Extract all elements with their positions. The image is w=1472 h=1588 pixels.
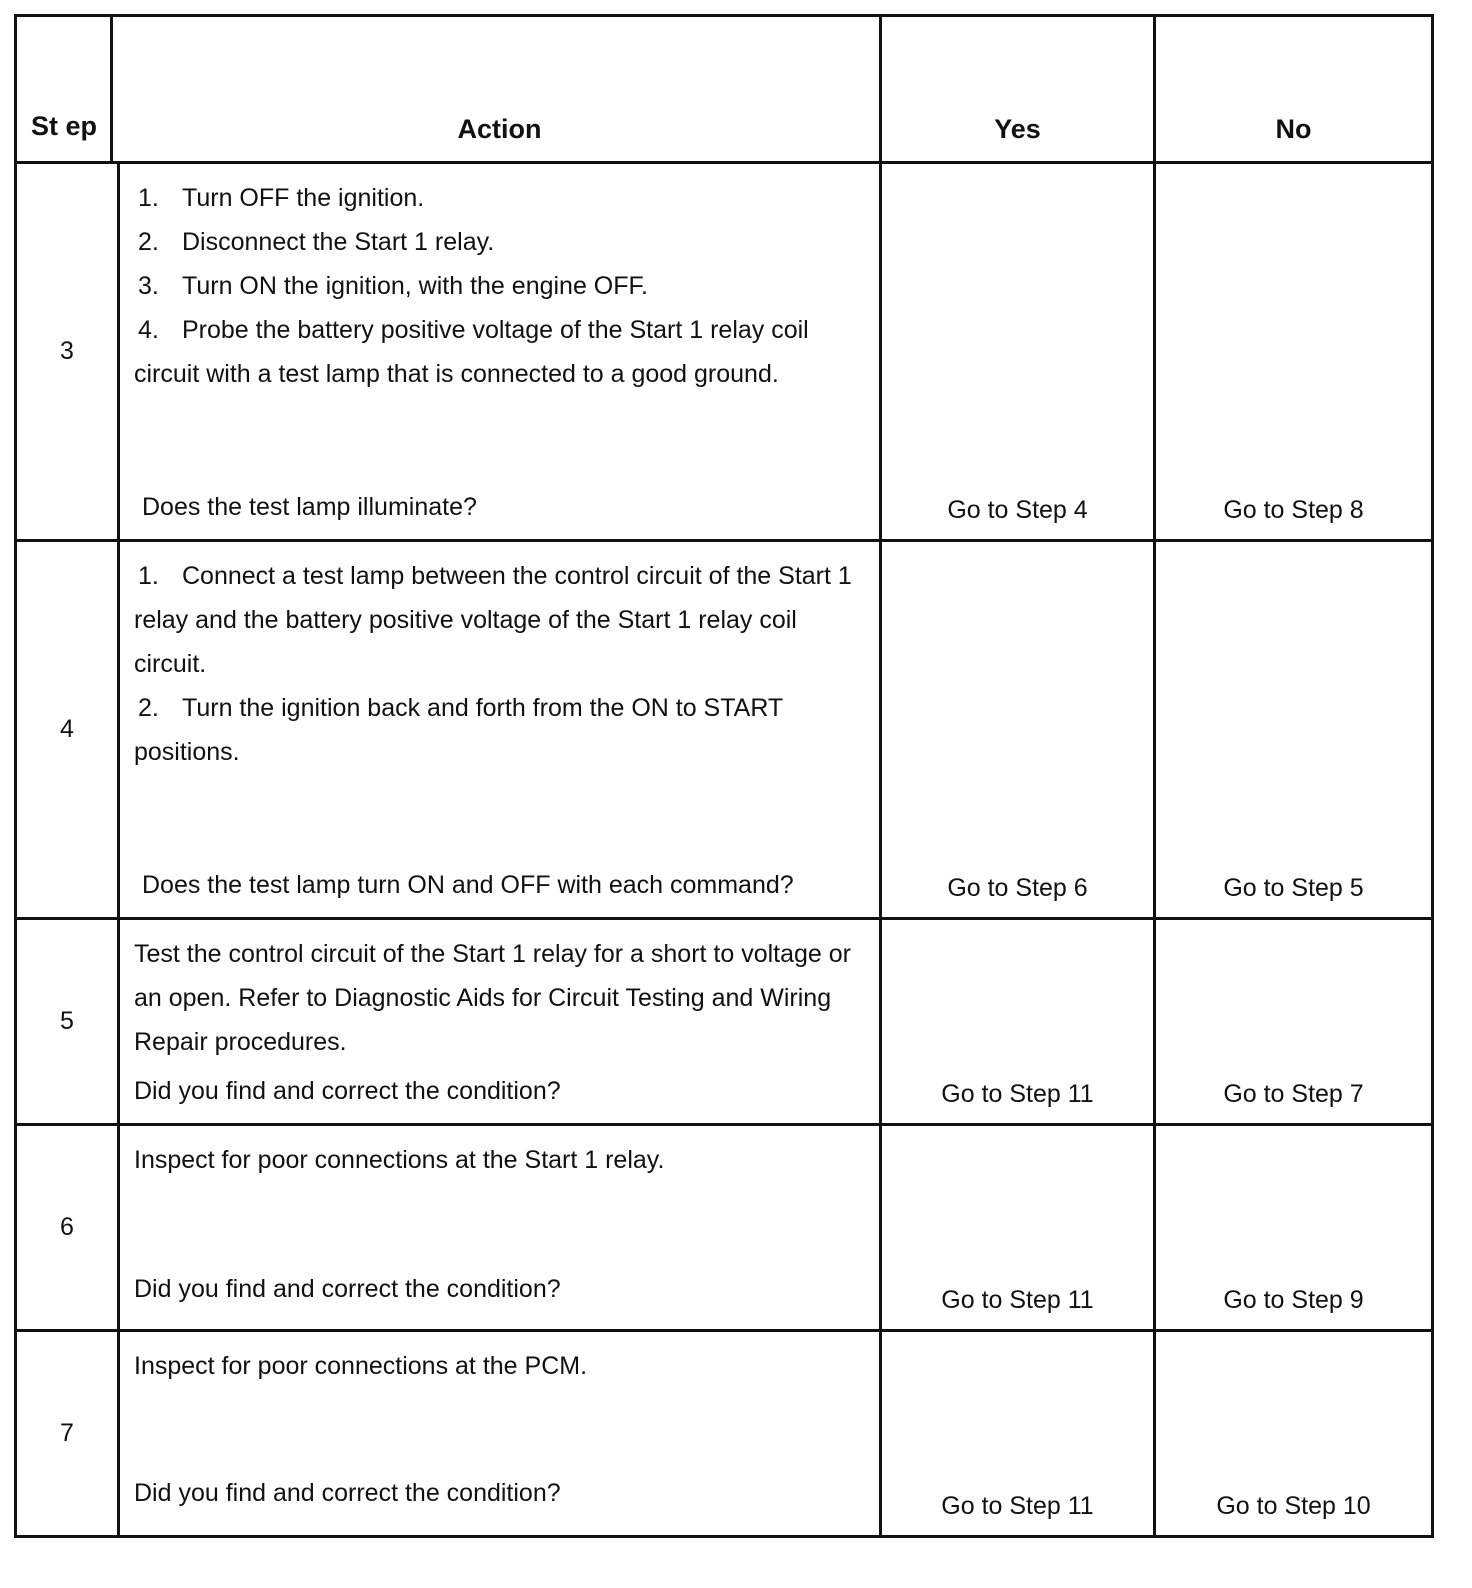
- action-item: 3. Turn ON the ignition, with the engine OFF.: [138, 272, 648, 300]
- header-no: No: [1275, 114, 1312, 144]
- table-header-row: [17, 17, 1431, 164]
- action-item: 1. Turn OFF the ignition.: [138, 184, 425, 212]
- no-result: Go to Step 9: [1223, 1286, 1364, 1314]
- header-yes: Yes: [882, 17, 1156, 161]
- yes-result: Go to Step 11: [882, 920, 1156, 1123]
- yes-result: Go to Step 11: [882, 1126, 1156, 1329]
- action-question: Does the test lamp illuminate?: [142, 493, 477, 521]
- table-row: [17, 542, 1431, 920]
- action-item: 2. Disconnect the Start 1 relay.: [138, 228, 495, 256]
- action-text: Inspect for poor connections at the PCM.: [134, 1352, 588, 1380]
- no-result: Go to Step 5: [1223, 874, 1364, 902]
- no-result: Go to Step 7: [1223, 1080, 1364, 1108]
- action-question: Does the test lamp turn ON and OFF with each command?: [142, 871, 794, 899]
- yes-result: Go to Step 6: [882, 542, 1156, 917]
- action-item: 1. Connect a test lamp between the control circuit of the Start 1 relay and the battery positive voltage of the Start 1 relay coil circuit.: [134, 562, 852, 678]
- step-number: 3: [17, 164, 120, 539]
- diagnostic-table: [14, 14, 1434, 1538]
- action-cell: [120, 920, 882, 1123]
- table-row: [17, 1126, 1431, 1332]
- step-number: 5: [17, 920, 120, 1123]
- action-cell: [120, 1126, 882, 1329]
- action-item: 2. Turn the ignition back and forth from the ON to START positions.: [134, 694, 783, 766]
- step-number: 4: [17, 542, 120, 917]
- action-text: Inspect for poor connections at the Start 1 relay.: [134, 1146, 665, 1174]
- table-row: [17, 1332, 1431, 1535]
- action-cell: [120, 1332, 882, 1535]
- action-question: Did you find and correct the condition?: [134, 1077, 561, 1105]
- action-text: Test the control circuit of the Start 1 relay for a short to voltage or an open. Refer to Diagnostic Aids for Circuit Testing and Wiring Repair procedures.: [134, 940, 852, 1056]
- action-item: 4. Probe the battery positive voltage of the Start 1 relay coil circuit with a test lamp that is connected to a good ground.: [134, 316, 809, 388]
- yes-result: Go to Step 4: [882, 164, 1156, 539]
- header-action: Action: [120, 17, 882, 161]
- action-question: Did you find and correct the condition?: [134, 1275, 561, 1303]
- action-cell: [120, 164, 882, 539]
- step-number: 7: [17, 1332, 120, 1535]
- action-question: Did you find and correct the condition?: [134, 1479, 561, 1507]
- no-result: Go to Step 10: [1216, 1492, 1371, 1520]
- action-cell: [120, 542, 882, 917]
- header-step: St ep: [17, 17, 113, 161]
- table-row: [17, 920, 1431, 1126]
- no-result: Go to Step 8: [1223, 496, 1364, 524]
- step-number: 6: [17, 1126, 120, 1329]
- table-row: [17, 164, 1431, 542]
- yes-result: Go to Step 11: [882, 1332, 1156, 1535]
